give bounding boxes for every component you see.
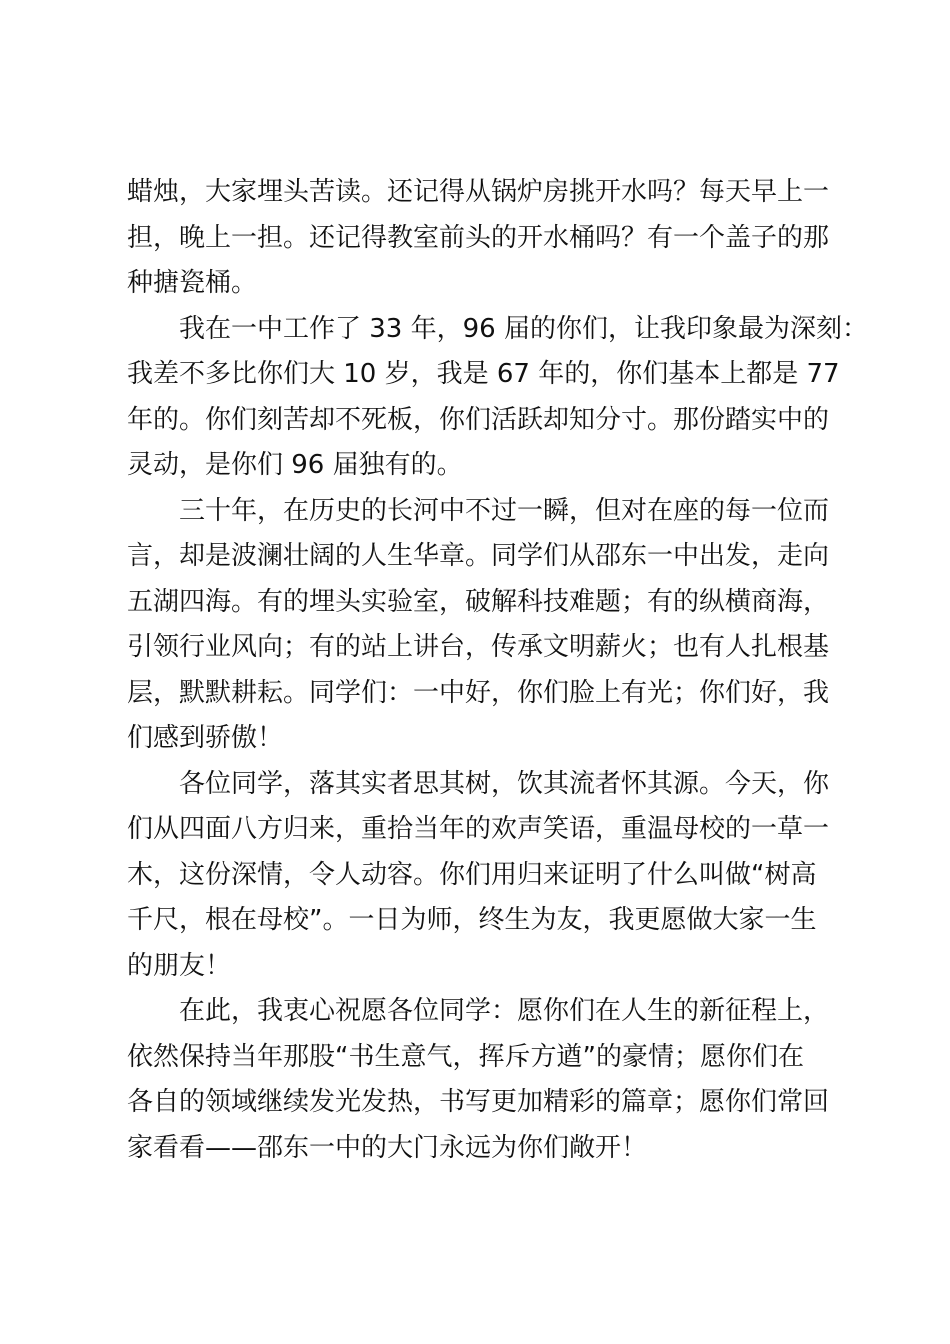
text-line: 们感到骄傲！ <box>127 723 284 753</box>
text-line: 们从四面八方归来，重拾当年的欢声笑语，重温母校的一草一 <box>127 814 830 844</box>
text-line: 言，却是波澜壮阔的人生华章。同学们从邵东一中出发，走向 <box>127 541 830 571</box>
text-line: 种搪瓷桶。 <box>127 268 258 298</box>
paragraph-first-line: 三十年，在历史的长河中不过一瞬，但对在座的每一位而 <box>179 495 830 526</box>
text-line: 木，这份深情，令人动容。你们用归来证明了什么叫做“树高 <box>127 859 817 890</box>
text-line: 蜡烛，大家埋头苦读。还记得从锅炉房挑开水吗？每天早上一 <box>127 177 830 207</box>
text-line: 引领行业风向；有的站上讲台，传承文明薪火；也有人扎根基 <box>127 632 830 662</box>
text-line: 家看看——邵东一中的大门永远为你们敞开！ <box>127 1132 648 1163</box>
text-line: 千尺，根在母校”。一日为师，终生为友，我更愿做大家一生 <box>127 905 817 935</box>
paragraph-first-line: 在此，我衷心祝愿各位同学：愿你们在人生的新征程上， <box>179 996 830 1026</box>
paragraph-first-line: 各位同学，落其实者思其树，饮其流者怀其源。今天，你 <box>179 768 830 799</box>
text-line: 我差不多比你们大 10 岁，我是 67 年的，你们基本上都是 77 <box>127 359 840 389</box>
text-line: 依然保持当年那股“书生意气，挥斥方遒”的豪情；愿你们在 <box>127 1041 804 1072</box>
paragraph-first-line: 我在一中工作了 33 年，96 届的你们，让我印象最为深刻： <box>179 313 868 344</box>
text-line: 各自的领域继续发光发热，书写更加精彩的篇章；愿你们常回 <box>127 1087 830 1117</box>
text-line: 担，晚上一担。还记得教室前头的开水桶吗？有一个盖子的那 <box>127 222 830 253</box>
text-line: 年的。你们刻苦却不死板，你们活跃却知分寸。那份踏实中的 <box>127 404 830 435</box>
text-line: 层，默默耕耘。同学们：一中好，你们脸上有光；你们好，我 <box>127 677 830 708</box>
text-line: 的朋友！ <box>127 950 232 981</box>
speech-text <box>127 170 868 1171</box>
text-line: 五湖四海。有的埋头实验室，破解科技难题；有的纵横商海， <box>127 586 830 617</box>
text-line: 灵动，是你们 96 届独有的。 <box>127 450 463 480</box>
